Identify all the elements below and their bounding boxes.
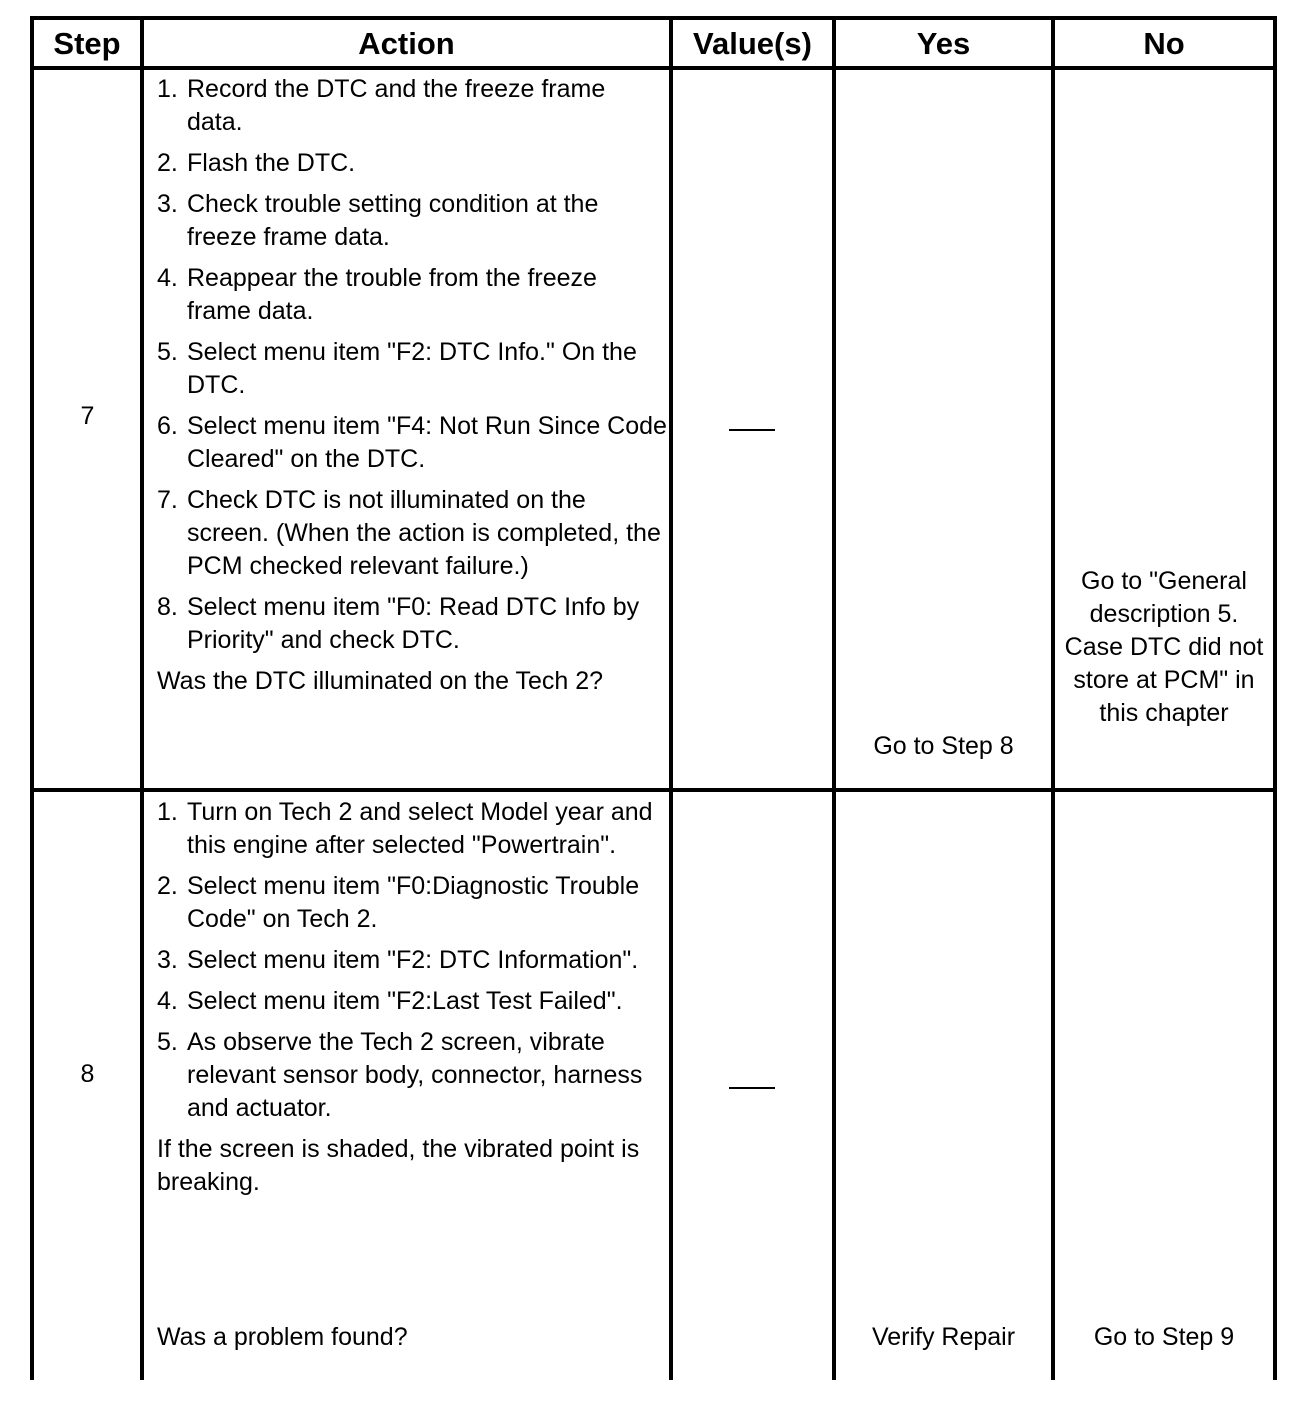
action-item: 1. Record the DTC and the freeze frame data. <box>157 75 606 136</box>
row-divider <box>30 788 1277 792</box>
question: Was the DTC illuminated on the Tech 2? <box>157 667 604 695</box>
note: If the screen is shaded, the vibrated point is breaking. <box>157 1135 640 1196</box>
col-border-yes <box>1051 18 1055 1380</box>
yes-cell: Verify Repair <box>871 1323 1016 1351</box>
yes-cell: Go to Step 8 <box>873 732 1014 760</box>
action-cell <box>157 796 667 1207</box>
step-number: 8 <box>80 1060 95 1088</box>
action-item: 1. Turn on Tech 2 and select Model year and this engine after selected "Powertrain". <box>157 798 653 859</box>
header-step: Step <box>53 26 121 61</box>
step-number: 7 <box>80 402 95 430</box>
action-item: 4. Select menu item "F2:Last Test Failed". <box>157 987 623 1015</box>
no-cell: Go to "General description 5. Case DTC did not store at PCM" in this chapter <box>1064 567 1264 727</box>
action-item: 6. Select menu item "F4: Not Run Since Code Cleared" on the DTC. <box>157 412 667 473</box>
header-yes: Yes <box>916 26 971 61</box>
table-top-border <box>30 16 1277 20</box>
header-bottom-border <box>30 66 1277 70</box>
header-values: Value(s) <box>693 26 812 61</box>
col-border-left <box>30 18 34 1380</box>
col-border-action <box>669 18 673 1380</box>
action-item: 2. Select menu item "F0:Diagnostic Trouble Code" on Tech 2. <box>157 872 640 933</box>
action-item: 8. Select menu item "F0: Read DTC Info by Priority" and check DTC. <box>157 593 640 654</box>
header-action: Action <box>358 26 455 61</box>
action-item: 5. As observe the Tech 2 screen, vibrate relevant sensor body, connector, harness and actuator. <box>157 1028 643 1122</box>
action-item: 5. Select menu item "F2: DTC Info." On the DTC. <box>157 338 637 399</box>
no-cell: Go to Step 9 <box>1093 1323 1235 1351</box>
action-item: 3. Select menu item "F2: DTC Information". <box>157 946 639 974</box>
action-cell <box>157 73 667 706</box>
action-item: 7. Check DTC is not illuminated on the screen. (When the action is completed, the PCM checked relevant failure.) <box>157 486 661 580</box>
col-border-step <box>140 18 144 1380</box>
header-no: No <box>1143 26 1185 61</box>
col-border-values <box>832 18 836 1380</box>
action-item: 2. Flash the DTC. <box>157 149 356 177</box>
action-item: 3. Check trouble setting condition at the freeze frame data. <box>157 190 599 251</box>
value-dash <box>729 429 775 431</box>
col-border-right <box>1273 18 1277 1380</box>
question: Was a problem found? <box>157 1323 408 1351</box>
action-item: 4. Reappear the trouble from the freeze frame data. <box>157 264 597 325</box>
question-cell <box>157 1321 667 1362</box>
value-dash <box>729 1087 775 1089</box>
